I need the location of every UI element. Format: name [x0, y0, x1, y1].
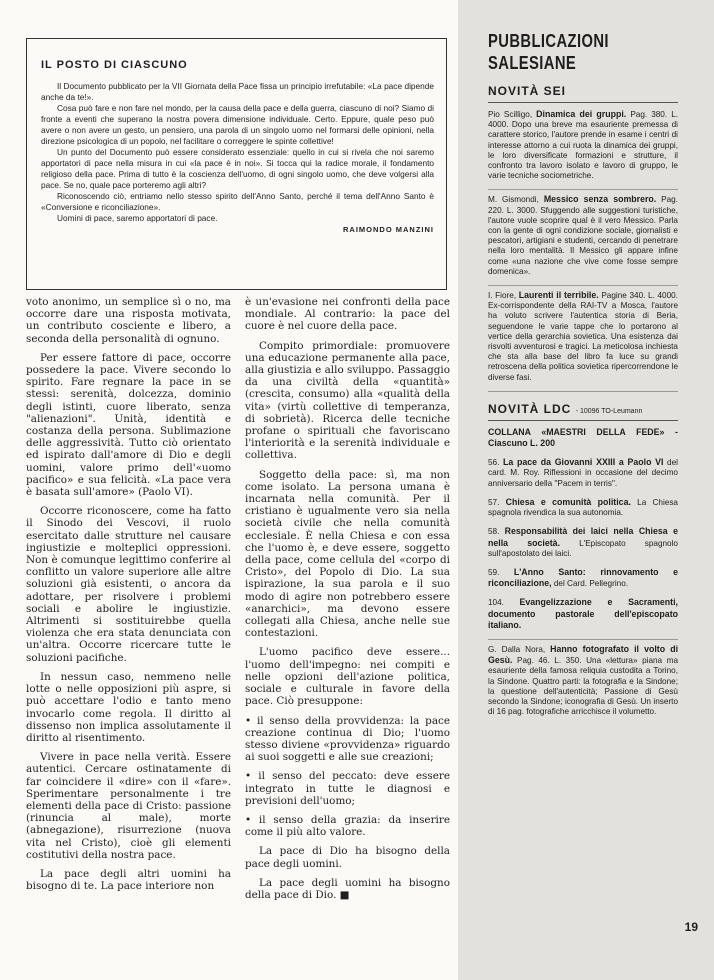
sidebar-title: [488, 30, 685, 74]
entry-text: Pag. 220. L. 3000. Sfuggendo alle suggestioni turistiche, l'autore vuole scoprire qual è il vero Messico. Parla con la gente di ogni condizione sociale, giornalisti e pescatori, artigiani e studenti, cercando di penetrare nella loro mentalità. Il Messico gli appare infine come «una nazione che vive come fosse sempre domenica».: [488, 195, 678, 276]
editorial-box: [26, 38, 447, 290]
editorial-paragraph: Un punto del Documento può essere considerato essenziale: quello in cui si rivela che noi saremo apportatori di pace nella misura in cui «la pace è in noi». Si tocca qui la radice morale, il fondamento religioso della pace. Prima di tutto è la coscienza dell'uomo, di ogni singolo uomo, che deve volgersi alla pace. Se no, quale pace porteremo agli altri?: [41, 147, 434, 190]
article-bullet: • il senso del peccato: deve essere integrato in tutte le diagnosi e previsioni dell'uomo;: [245, 770, 450, 807]
entry-title: Chiesa e comunità politica.: [505, 496, 631, 507]
list-item: [488, 109, 678, 181]
editorial-paragraph: Riconoscendo ciò, entriamo nello stesso spirito dell'Anno Santo, perché il tema dell'Anno Santo è «Conversione e riconciliazione».: [41, 191, 434, 212]
divider: [488, 285, 678, 286]
entry-text: L'Episcopato spagnolo sull'apostolato dei laici.: [488, 538, 678, 558]
article-paragraph: In nessun caso, nemmeno nelle lotte o nelle opposizioni più aspre, si può accettare l'odio e tanto meno invocarlo come regola. Il diritto al dissenso non implica assolutamente il diritto al risentimento.: [26, 670, 231, 744]
ldc-list: [488, 457, 678, 640]
editorial-paragraph: Cosa può fare e non fare nel mondo, per la causa della pace e della guerra, ciascuno di noi? Siamo di fronte a eventi che superano la nostra povera dimensione individuale. Certo. Eppure, quale peso può avere o non avere un gesto, un pensiero, una parola di un singolo uomo nel formarsi delle opinioni, nella direzione psicologica di un popolo, nel facilitare o correggere le spinte collettive!: [41, 103, 434, 146]
entry-number: 59.: [488, 567, 500, 577]
sei-heading: NOVITÀ SEI: [488, 84, 678, 103]
entry-title: La pace da Giovanni XXIII a Paolo VI: [502, 457, 664, 468]
divider: [488, 639, 678, 640]
article-paragraph: Soggetto della pace: sì, ma non come isolato. La persona umana è incarnata nella comunità. Per il cristiano è ugualmente vero sia nella società civile che nella comunità ecclesiale. È nella Chiesa e con essa che l'uomo è, e deve essere, soggetto della pace, come cellula del «corpo di Cristo», del Popolo di Dio. La sua ispirazione, la sua parola e il suo modo di agire non potrebbero essere «anarchici», ma devono essere collegati alla Chiesa, anche nelle sue contestazioni.: [245, 468, 450, 640]
article-paragraph: La pace di Dio ha bisogno della pace degli uomini.: [245, 845, 450, 870]
entry-text: La Chiesa spagnola rivendica la sua autonomia.: [488, 497, 678, 518]
article-paragraph: L'uomo pacifico deve essere... l'uomo dell'impegno: nei compiti e nelle opzioni dell'azione politica, sociale e culturale in favore della pace. Ciò presuppone:: [245, 646, 450, 708]
entry-author: Pio Scilligo,: [488, 110, 533, 119]
entry-title: Evangelizzazione e Sacramenti, documento pastorale dell'episcopato italiano.: [488, 597, 678, 630]
entry-title: L'Anno Santo: rinnovamento e riconciliazione,: [488, 566, 678, 589]
sidebar-title-line: PUBBLICAZIONI: [488, 31, 609, 51]
entry-author: I. Fiore,: [488, 291, 517, 301]
article-paragraph: Vivere in pace nella verità. Essere autentici. Cercare ostinatamente di far coincidere il «dire» con il «fare». Sperimentare personalmente i tre elementi della pace di Cristo: passione (rinuncia al male), morte (abnegazione), risurrezione (nuova vita nel Cristo), cioè gli elementi costitutivi della nostra pace.: [26, 751, 231, 861]
list-item: [488, 567, 678, 589]
collana-line: [488, 427, 678, 449]
editorial-paragraph: Il Documento pubblicato per la VII Giornata della Pace fissa un principio irrefutabile: «La pace dipende anche da te!».: [41, 81, 434, 102]
list-item: [488, 644, 678, 717]
article-paragraph: La pace degli altri uomini ha bisogno di te. La pace interiore non: [26, 867, 231, 893]
list-item: [488, 526, 678, 559]
article-column-right: [245, 296, 450, 908]
article-paragraph: Compito primordiale: promuovere una educazione permanente alla pace, alla giustizia e allo sviluppo. Passaggio da una civiltà della «quantità» (crescita, consumo) alla «qualità della vita» (virtù collettive di temperanza, di sobrietà). Ricerca delle tecniche profane o spirituali che favoriscano l'interiorità e la serenità individuale e collettiva.: [245, 339, 450, 462]
ldc-address: - 10096 TO-Leumann: [575, 407, 643, 415]
list-item: [488, 457, 678, 489]
entry-text: Pagine 340. L. 4000. Ex-corrispondente della RAI-TV a Mosca, l'autore ha voluto scrivere l'autentica storia di Beria, seguendone le varie tappe che lo portarono al vertice della gerarchia sovietica. Una esistenza dai risvolti avventurosi e tragici. La meticolosa inchiesta che sta alla base del libro fa luce su grandi retroscena della politica sovietica ripercorrendone le diverse fasi.: [488, 291, 678, 382]
list-item: [488, 290, 678, 383]
entry-number: 58.: [488, 527, 500, 537]
sei-list: [488, 109, 678, 392]
article-column-left: [26, 296, 231, 899]
list-item: [488, 194, 678, 277]
entry-title: Dinamica dei gruppi.: [536, 109, 627, 119]
entry-number: 57.: [488, 497, 500, 507]
entry-author: G. Dalla Nora,: [488, 644, 546, 654]
ldc-heading-label: NOVITÀ LDC: [488, 401, 572, 416]
entry-text: Pag. 46. L. 350. Una «lettura» piana ma esauriente della famosa reliquia custodita a Torino, la Sindone. Quattro parti: la fotografia e la Sindone; la questione dell'autenticità; Passione di Gesù secondo la Sindone; iconografia di Gesù. Un inserto di 16 pag. fotografiche arricchisce il volumetto.: [488, 656, 679, 717]
article-paragraph: voto anonimo, un semplice sì o no, ma occorre dare una risposta motivata, un contributo cosciente e libero, a seconda della personalità di ognuno.: [26, 296, 231, 345]
article-bullet: • il senso della grazia: da inserire come il più alto valore.: [245, 813, 450, 839]
sidebar-title-line: SALESIANE: [488, 53, 577, 73]
divider: [488, 189, 678, 190]
entry-title: Responsabilità dei laici nella Chiesa e nella società.: [488, 526, 678, 548]
divider: [488, 391, 678, 392]
entry-text: del Card. Pellegrino.: [553, 579, 629, 589]
editorial-title: IL POSTO DI CIASCUNO: [41, 59, 188, 71]
list-item: [488, 497, 678, 518]
article-bullet: • il senso della provvidenza: la pace creazione continua di Dio; l'uomo stesso diviene «provvidenza» riguardo ai suoi soggetti e alle sue creazioni;: [245, 714, 450, 764]
editorial-signature: RAIMONDO MANZINI: [343, 225, 434, 234]
editorial-paragraph: Uomini di pace, saremo apportatori di pace.: [57, 213, 218, 223]
entry-title: Messico senza sombrero.: [543, 194, 657, 205]
page-number: 19: [684, 920, 698, 934]
entry-text: del card. M. Roy. Riflessioni in occasione del decimo anniversario della "Pacem in terris".: [488, 458, 678, 488]
article-paragraph: La pace degli uomini ha bisogno della pace di Dio. ■: [245, 876, 450, 901]
entry-text: Pag. 380. L. 4000. Dopo una breve ma esauriente premessa di carattere storico, l'autore prende in esame i centri di interesse attorno a cui ruota la dinamica dei gruppi, le loro diversificate formazioni e strutture, il confronto tra lavoro isolato e lavoro di gruppo, le varie tecniche sociometriche.: [488, 110, 679, 181]
entry-author: M. Gismondi,: [488, 195, 539, 205]
list-item: [488, 597, 678, 631]
entry-number: 56.: [488, 458, 500, 468]
ldc-heading: [488, 402, 678, 421]
article-paragraph: Occorre riconoscere, come ha fatto il Sinodo dei Vescovi, il ruolo esercitato dalle strutture nel causare ingiustizie e molteplici oppressioni. Non è comunque legittimo conferire al conflitto un valore superiore alle altre soluzioni già esistenti, o ancora da adottare, per risolvere i problemi sociali e abolire le ingiustizie. Altrimenti si sostituirebbe quella violenza che era stata denunciata con un'altra. Occorre ricercare tutte le soluzioni pacifiche.: [26, 505, 231, 664]
collana-label: COLLANA «MAESTRI DELLA FEDE» - Ciascuno L. 200: [488, 426, 678, 449]
entry-title: Laurenti il terribile.: [518, 290, 599, 301]
publications-sidebar: [458, 0, 714, 980]
entry-number: 104.: [488, 598, 504, 608]
article-paragraph: è un'evasione nei confronti della pace mondiale. Al contrario: la pace del cuore è nel cuore della pace.: [245, 296, 450, 333]
article-paragraph: Per essere fattore di pace, occorre possedere la pace. Vivere secondo lo spirito. Fare regnare la pace in se stessi: serenità, dolcezza, dominio degli istinti, cuore liberato, senza "alienazioni". Unità, identità e costanza della persona. Sublimazione delle aggressività. Tutto ciò orientato ed ispirato dall'amore di Dio e degli uomini, valore primo dell'«uomo pacifico» e sua felicità. «La pace vera è basata sull'amore» (Paolo VI).: [26, 351, 231, 499]
entry-title: Hanno fotografato il volto di Gesù.: [488, 643, 679, 666]
